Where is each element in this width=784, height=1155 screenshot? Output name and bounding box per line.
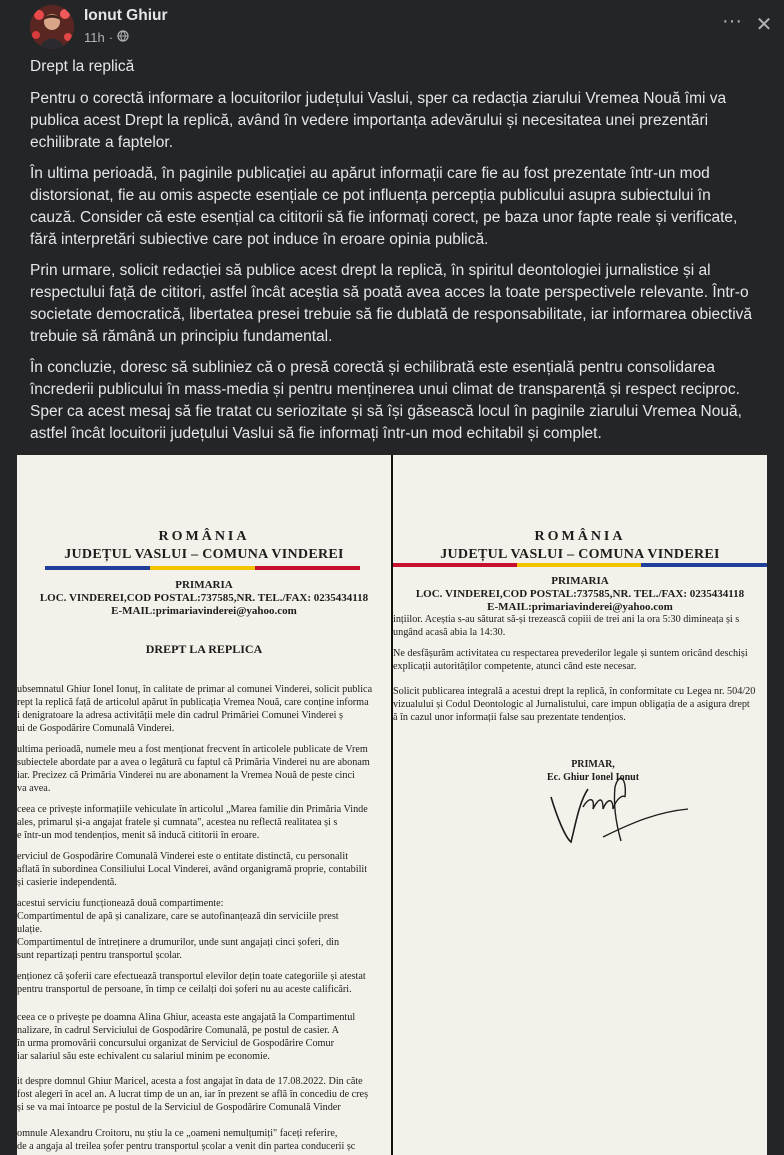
meta-separator: ·: [108, 30, 114, 45]
doc-paragraph: Ne desfășurăm activitatea cu respectarea prevederilor legale și suntem oricând deschiși explicații autorităților competente, atunci când este necesar.: [393, 648, 748, 672]
doc-paragraph: ceea ce o privește pe doamna Alina Ghiur, aceasta este angajată la Compartimentul nalizare, în cadrul Serviciului de Gospodărire Comunală, pe postul de casier. A în urma promovării concursului organizat de Serviciul de Gospodărire Comur iar salariul său este echivalent cu salariul minim pe economie.: [17, 1012, 356, 1062]
avatar[interactable]: [30, 5, 74, 49]
signature-title: PRIMAR,: [571, 759, 615, 770]
post-author-name[interactable]: Ionut Ghiur: [84, 7, 168, 24]
post-meta: [84, 30, 129, 45]
flag-stripe-yellow: [517, 563, 641, 567]
doc-county: JUDEȚUL VASLUI – COMUNA VINDEREI: [440, 547, 720, 562]
doc-paragraph: acestui serviciu funcționează două compartimente: Compartimentul de apă și canalizare, care se autofinanțează din serviciile prest ulație. Compartimentul de întreținere a drumurilor, unde sunt angajați cinci șoferi, din sunt repartizați pentru transportul școlar.: [17, 898, 340, 961]
flag-stripe-yellow: [150, 566, 255, 570]
doc-country: ROMÂNIA: [534, 529, 626, 544]
doc-office: PRIMARIA: [175, 579, 233, 591]
doc-country: ROMÂNIA: [158, 529, 250, 544]
flag-stripe-blue: [45, 566, 150, 570]
doc-paragraph: ultima perioadă, numele meu a fost menționat frecvent în articolele publicate de Vrem subiectele abordate par a avea o legătură cu faptul că Primăria Vinderei nu are abonam iar. Precizez că Primăria Vinderei nu are abonament la Vremea Nouă de peste cinci va avea.: [17, 744, 370, 794]
doc-address: LOC. VINDEREI,COD POSTAL:737585,NR. TEL./FAX: 0235434118: [39, 592, 369, 604]
post-images[interactable]: [17, 455, 767, 1155]
post-time[interactable]: 11h: [84, 30, 105, 45]
flag-stripe-red: [393, 563, 517, 567]
flag-stripe-red: [255, 566, 360, 570]
signature-name: Ec. Ghiur Ionel Ionut: [546, 772, 640, 783]
document-page-1[interactable]: [17, 455, 391, 1155]
close-icon[interactable]: ✕: [755, 14, 773, 36]
post-message: [30, 56, 758, 454]
document-page-2[interactable]: [393, 455, 767, 1155]
post-paragraph: În concluzie, doresc să subliniez că o presă corectă și echilibrată este esențială pentru consolidarea încrederii publicului în mass-media și pentru menținerea unui climat de transparență și respect reciproc. Sper ca acest mesaj să fie tratat cu seriozitate și să își găsească locul în paginile ziarului Vremea Nouă, astfel încât locuitorii județului Vaslui să fie informați într-un mod echitabil și complet.: [30, 359, 742, 442]
doc-title: DREPT LA REPLICA: [145, 642, 263, 656]
doc-email: E-MAIL:primariavinderei@yahoo.com: [487, 601, 673, 613]
post-paragraph-title: Drept la replică: [30, 58, 135, 75]
doc-paragraph: omnule Alexandru Croitoru, nu știu la ce „oameni nemulțumiți" faceți referire, de a angaja al treilea șofer pentru transportul școlar a venit din partea conducerii șc: [17, 1128, 356, 1152]
doc-paragraph: ceea ce privește informațiile vehiculate în articolul „Marea familie din Primăria Vinde ales, primarul și-a angajat fratele și cumnata", acestea nu reflectă realitatea și s e într-un mod tendențios, menit să inducă cititorii în eroare.: [17, 804, 368, 841]
doc-address: LOC. VINDEREI,COD POSTAL:737585,NR. TEL./FAX: 0235434118: [415, 588, 745, 600]
doc-paragraph: ințiilor. Aceștia s-au săturat să-și trezească copiii de trei ani la ora 5:30 dimineața și s ungând acasă abia la 14:30.: [393, 614, 740, 638]
doc-paragraph: Solicit publicarea integrală a acestui drept la replică, în conformitate cu Legea nr. 504/20 vizualului și Codul Deontologic al Jurnalistului, care impun obligația de a asigura drept ă în cazul unor informații false sau prezentate tendențios.: [393, 686, 756, 723]
doc-email: E-MAIL:primariavinderei@yahoo.com: [111, 605, 297, 617]
post-paragraph: Prin urmare, solicit redacției să publice acest drept la replică, în spiritul deontologiei jurnalistice și al respectului față de cititori, astfel încât aceștia să poată avea acces la toate perspectivele relevante. Într-o societate democratică, libertatea presei trebuie să fie dublată de responsabilitate, iar informarea obiectivă trebuie să rămână un principiu fundamental.: [30, 262, 753, 345]
doc-paragraph: erviciul de Gospodărire Comunală Vinderei este o entitate distinctă, cu personalit aflată în subordinea Consiliului Local Vinderei, având organigramă proprie, contabilit și casierie independentă.: [17, 851, 368, 888]
doc-paragraph: ubsemnatul Ghiur Ionel Ionuț, în calitate de primar al comunei Vinderei, solicit publica rept la replică față de articolul apărut în publicația Vremea Nouă, care conține informa i denigratoare la adresa activității mele din cadrul Primăriei Comunei Vinderei ș ui de Gospodărire Comunală Vinderei.: [17, 684, 373, 734]
post-paragraph: Pentru o corectă informare a locuitorilor județului Vaslui, sper ca redacția ziarului Vremea Nouă îmi va publica acest Drept la replică, având în vedere importanța adevărului și necesitatea unei prezentări echilibrate a faptelor.: [30, 90, 727, 151]
doc-office: PRIMARIA: [551, 575, 609, 587]
avatar-image: [30, 5, 74, 49]
more-options-icon[interactable]: ···: [722, 10, 742, 32]
handwritten-signature: [543, 767, 703, 847]
flag-stripe-blue: [641, 563, 767, 567]
doc-paragraph: it despre domnul Ghiur Maricel, acesta a fost angajat în data de 17.08.2022. Din căte fost alegeri în acel an. A lucrat timp de un an, iar în prezent se află în concediu de creș și se va mai întoarce pe postul de la Serviciul de Gospodărire Comunală Vinder: [17, 1076, 369, 1113]
doc-county: JUDEȚUL VASLUI – COMUNA VINDEREI: [64, 547, 344, 562]
globe-icon[interactable]: [117, 30, 129, 45]
post-paragraph: În ultima perioadă, în paginile publicației au apărut informații care fie au fost prezentate într-un mod distorsionat, fie au omis aspecte esențiale ce pot influența percepția publicului asupra subiectului în cauză. Consider că este esențial ca cititorii să fie informați corect, pe baza unor fapte reale și verificate, fără interpretări subiective care pot induce în eroare opinia publică.: [30, 165, 738, 248]
doc-paragraph: enționez că șoferii care efectuează transportul elevilor dețin toate categoriile și atestat pentru transportul de persoane, în timp ce ceilalți doi șoferi nu au aceste calificări.: [17, 971, 366, 995]
post-header: [0, 0, 784, 56]
